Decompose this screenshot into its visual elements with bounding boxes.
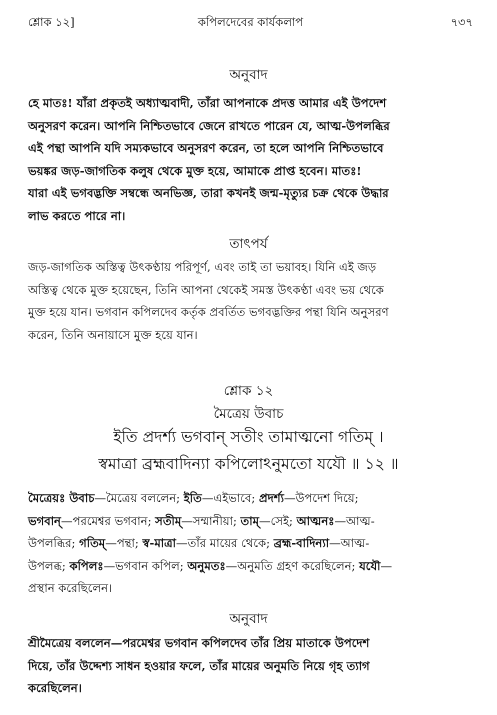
synonym-meaning: —পরমেশ্বর ভগবান; <box>60 513 156 528</box>
synonym-term: মৈত্রেয়ঃ উবাচ <box>28 491 95 505</box>
synonym-term: প্রদর্শ্য <box>258 491 284 505</box>
synonyms-line <box>28 487 475 510</box>
synonym-term: ভগবান্ <box>28 513 61 528</box>
synonym-meaning: —মৈত্রেয় বললেন; <box>94 491 184 505</box>
purport-line: জড়-জাগতিক অস্তিত্ব উৎকণ্ঠায় পরিপূর্ণ, এবং তাই তা ভয়াবহ। যিনি এই জড় <box>28 260 377 274</box>
translation-heading: অনুবাদ <box>229 67 268 83</box>
synonym-term: গতিম্ <box>79 536 106 550</box>
synonym-meaning: —এইভাবে; <box>201 491 259 505</box>
header-chapter-title: কপিলদেবের কার্যকলাপ <box>197 15 304 29</box>
page-header <box>28 14 473 34</box>
synonyms-line <box>28 532 475 555</box>
synonym-term: অনুমতঃ <box>187 558 226 573</box>
header-verse-ref: শ্লোক ১২] <box>28 15 75 29</box>
synonym-term: ব্রহ্ম-বাদিন্যা <box>273 536 330 550</box>
translation-heading-2: অনুবাদ <box>229 611 268 627</box>
verse-line-2: স্বমাত্রা ব্রহ্মবাদিন্যা কপিলোঽনুমতো যযৌ ॥ ১২ ॥ <box>98 455 399 473</box>
synonym-meaning: —আত্ম- <box>334 513 375 528</box>
synonym-meaning: —আত্ম- <box>329 536 370 550</box>
purport-text <box>28 256 475 346</box>
synonym-term: আত্মনঃ <box>296 513 335 528</box>
verse-speaker: মৈত্রেয় উবাচ <box>213 406 284 422</box>
synonyms-block <box>28 487 475 600</box>
translation-line: লাভ করতে পারে না। <box>28 208 126 223</box>
synonym-meaning: —ভগবান কপিল; <box>103 558 188 573</box>
translation-line: ভয়ঙ্কর জড়-জাগতিক কলুষ থেকে মুক্ত হয়ে, আমাকে প্রাপ্ত হবেন। মাতঃ! <box>28 163 362 178</box>
synonym-meaning: —উপদেশ দিয়ে; <box>283 491 359 505</box>
synonym-meaning: —তাঁর মায়ের থেকে; <box>176 536 274 550</box>
verse-number: শ্লোক ১২ <box>223 383 274 399</box>
synonym-term: সতীম্ <box>155 513 182 528</box>
purport-line: করেন, তিনি অনায়াসে মুক্ত হয়ে যান। <box>28 327 198 342</box>
synonym-meaning: উপলব্ধ; <box>28 558 70 573</box>
synonym-term: ইতি <box>183 491 202 505</box>
synonyms-line <box>28 555 475 578</box>
purport-line: অস্তিত্ব থেকে মুক্ত হয়েছেন, তিনি আপনা থেকেই সমস্ত উৎকণ্ঠা এবং ভয় থেকে <box>28 282 384 297</box>
synonym-term: স্ব-মাত্রা <box>142 536 177 550</box>
purport-line: মুক্ত হয়ে যান। ভগবান কপিলদেব কর্তৃক প্রবর্তিত ভগবদ্ভক্তির পন্থা যিনি অনুসরণ <box>28 305 389 319</box>
translation-text <box>28 92 475 227</box>
verse-line-1: ইতি প্রদর্শ্য ভগবান্ সতীং তামাত্মনো গতিম্ । <box>113 428 384 446</box>
synonym-meaning: — <box>380 558 393 573</box>
synonym-meaning: —সেই; <box>259 513 297 528</box>
synonym-term: যযৌ <box>359 558 381 573</box>
translation-line: যারা এই ভগবদ্ভক্তি সম্বন্ধে অনভিজ্ঞ, তারা কখনই জন্ম-মৃত্যুর চক্র থেকে উদ্ধার <box>28 186 389 200</box>
synonym-meaning: উপলব্ধির; <box>28 536 80 550</box>
translation-text-2 <box>28 632 475 700</box>
purport-heading: তাৎপর্য <box>229 236 268 252</box>
translation-line: শ্রীমৈত্রেয় বললেন—পরমেশ্বর ভগবান কপিলদেব তাঁর প্রিয় মাতাকে উপদেশ <box>28 636 370 650</box>
translation-line: এই পন্থা আপনি যদি সম্যকভাবে অনুসরণ করেন, তা হলে আপনি নিশ্চিতভাবে <box>28 141 384 155</box>
synonyms-line <box>28 510 475 533</box>
synonym-meaning: —পন্থা; <box>105 536 143 550</box>
synonym-term: তাম্ <box>240 513 260 528</box>
synonyms-line <box>28 577 475 600</box>
synonym-meaning: —সম্মানীয়া; <box>181 513 241 528</box>
page-number: ৭৩৭ <box>450 15 473 29</box>
translation-line: হে মাতঃ! যাঁরা প্রকৃতই অধ্যাত্মবাদী, তাঁরা আপনাকে প্রদত্ত আমার এই উপদেশ <box>28 96 387 110</box>
translation-line: করেছিলেন। <box>28 681 82 695</box>
translation-line: অনুসরণ করেন। আপনি নিশ্চিতভাবে জেনে রাখতে পারেন যে, আত্ম-উপলব্ধির <box>28 118 390 133</box>
synonym-meaning: —অনুমতি গ্রহণ করেছিলেন; <box>225 558 360 573</box>
translation-line: দিয়ে, তাঁর উদ্দেশ্য সাধন হওয়ার ফলে, তাঁর মায়ের অনুমতি নিয়ে গৃহ ত্যাগ <box>28 658 370 673</box>
synonym-term: কপিলঃ <box>69 558 104 573</box>
synonym-meaning: প্রস্থান করেছিলেন। <box>28 581 113 595</box>
